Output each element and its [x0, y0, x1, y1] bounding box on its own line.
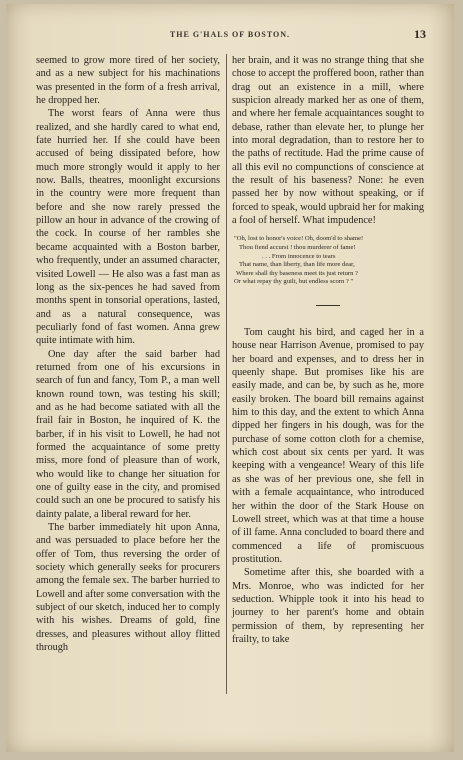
column-divider — [226, 54, 227, 694]
poem-line: Thou fiend accurst ! thou murderer of fame! — [239, 244, 356, 252]
poem-line: Where shall thy baseness meet its just return ? — [236, 269, 358, 277]
poem-quote — [234, 235, 424, 287]
paragraph: Tom caught his bird, and caged her in a house near Harrison Avenue, promised to pay her board and expenses, and to dress her in queenly shape. But promises like his are easily made, and can be, by such as he, more easily broken. The board bill remains against him to this day, and the extent to which Anna dipped her fingers in his dough, was for the purchase of some cotton cloth for a chemise, which cost about six cents per yard. It was keeping with a vengeance! Weary of this life as she was of her previous one, she fell in with a female acquaintance, who introduced her within the door of the Stark House on Lowell street, which was at that time a house of ill fame. Anna concluded to board there and commenced a life of promiscuous prostitution. — [232, 327, 424, 565]
page-number: 13 — [414, 27, 426, 41]
book-page — [6, 4, 454, 752]
paragraph: her brain, and it was no strange thing that she chose to accept the proffered boon, rather than drag out an existence in a mill, where suspicion already marked her as one of them, and where her female acquaintances sought to debase, rather than elevate her, to plunge her into moral degradation, than to restore her to the paths of rectitude. Had the prime cause of all this evil no compunctions of conscience at the result of his baseness? None: he even passed her by now without speaking, or if forced to speak, would upbraid her for making a fool of herself. What impudence! — [232, 55, 424, 227]
left-column — [36, 54, 220, 654]
paragraph: seemed to grow more tired of her society, and as a new subject for his machinations was presented in the form of a fresh arrival, he dropped her. — [36, 55, 220, 107]
right-column — [232, 54, 424, 646]
poem-line: That name, than liberty, than life more dear, — [239, 261, 355, 269]
paragraph: The barber immediately hit upon Anna, and was persuaded to place before her the offer of Tom, thus reversing the order of society which generally seeks for procurers among the female sex. The barber hurried to Lowell and after some conversation with the subject of our sketch, induced her to comply with his wishes. Dreams of gold, fine dresses, and pleasures without alloy flitted through — [36, 522, 220, 654]
section-separator — [316, 305, 340, 306]
page-header — [6, 27, 454, 44]
poem-line: "Oh, lost to honor's voice! Oh, doom'd to shame! — [234, 235, 364, 243]
paragraph: The worst fears of Anna were thus realized, and she hardly cared to what end, fate hurried her. If she could have been accused of being dissipated before, how much more strongly would it apply to her now. Balls, theatres, moonlight excursions in the country were more frequent than before and she now rarely pressed the pillow an hour in advance of the crowing of the cock. In course of her rambles she became acquainted with a Boston barber, who frequently, under an assumed character, visited Lowell — He also was a fast man as long as the six-pences he had saved from months spent in tonsorial operations, lasted, and as a natural consequence, was peculiarly fond of fast women. Anna grew quite intimate with him. — [36, 108, 220, 347]
paragraph: One day after the said barber had returned from one of his excursions in search of fun and fancy, Tom P., a man well known round town, was testing his skill; and as he had become satiated with all the frail fair in Boston, he inquired of K. the barber, if in his visit to Lowell, he had not formed the acquaintance of some pretty miss, more fond of pleasure than of work, who would like to change her situation for one of guilty ease in the city, and promised could such an one be procured to satisfy his dainty palate, a liberal reward for her. — [36, 348, 220, 520]
poem-line: Or what repay thy guilt, but endless scorn ? " — [234, 278, 354, 286]
poem-line: . . . From innocence to tears — [262, 252, 336, 260]
paragraph: Sometime after this, she boarded with a Mrs. Monroe, who was indicted for her seduction. Whipple took it into his head to journey to her parent's home and obtain permission of them, by representing her frailty, to take — [232, 567, 424, 645]
running-head: THE G'HALS OF BOSTON. — [169, 30, 291, 39]
